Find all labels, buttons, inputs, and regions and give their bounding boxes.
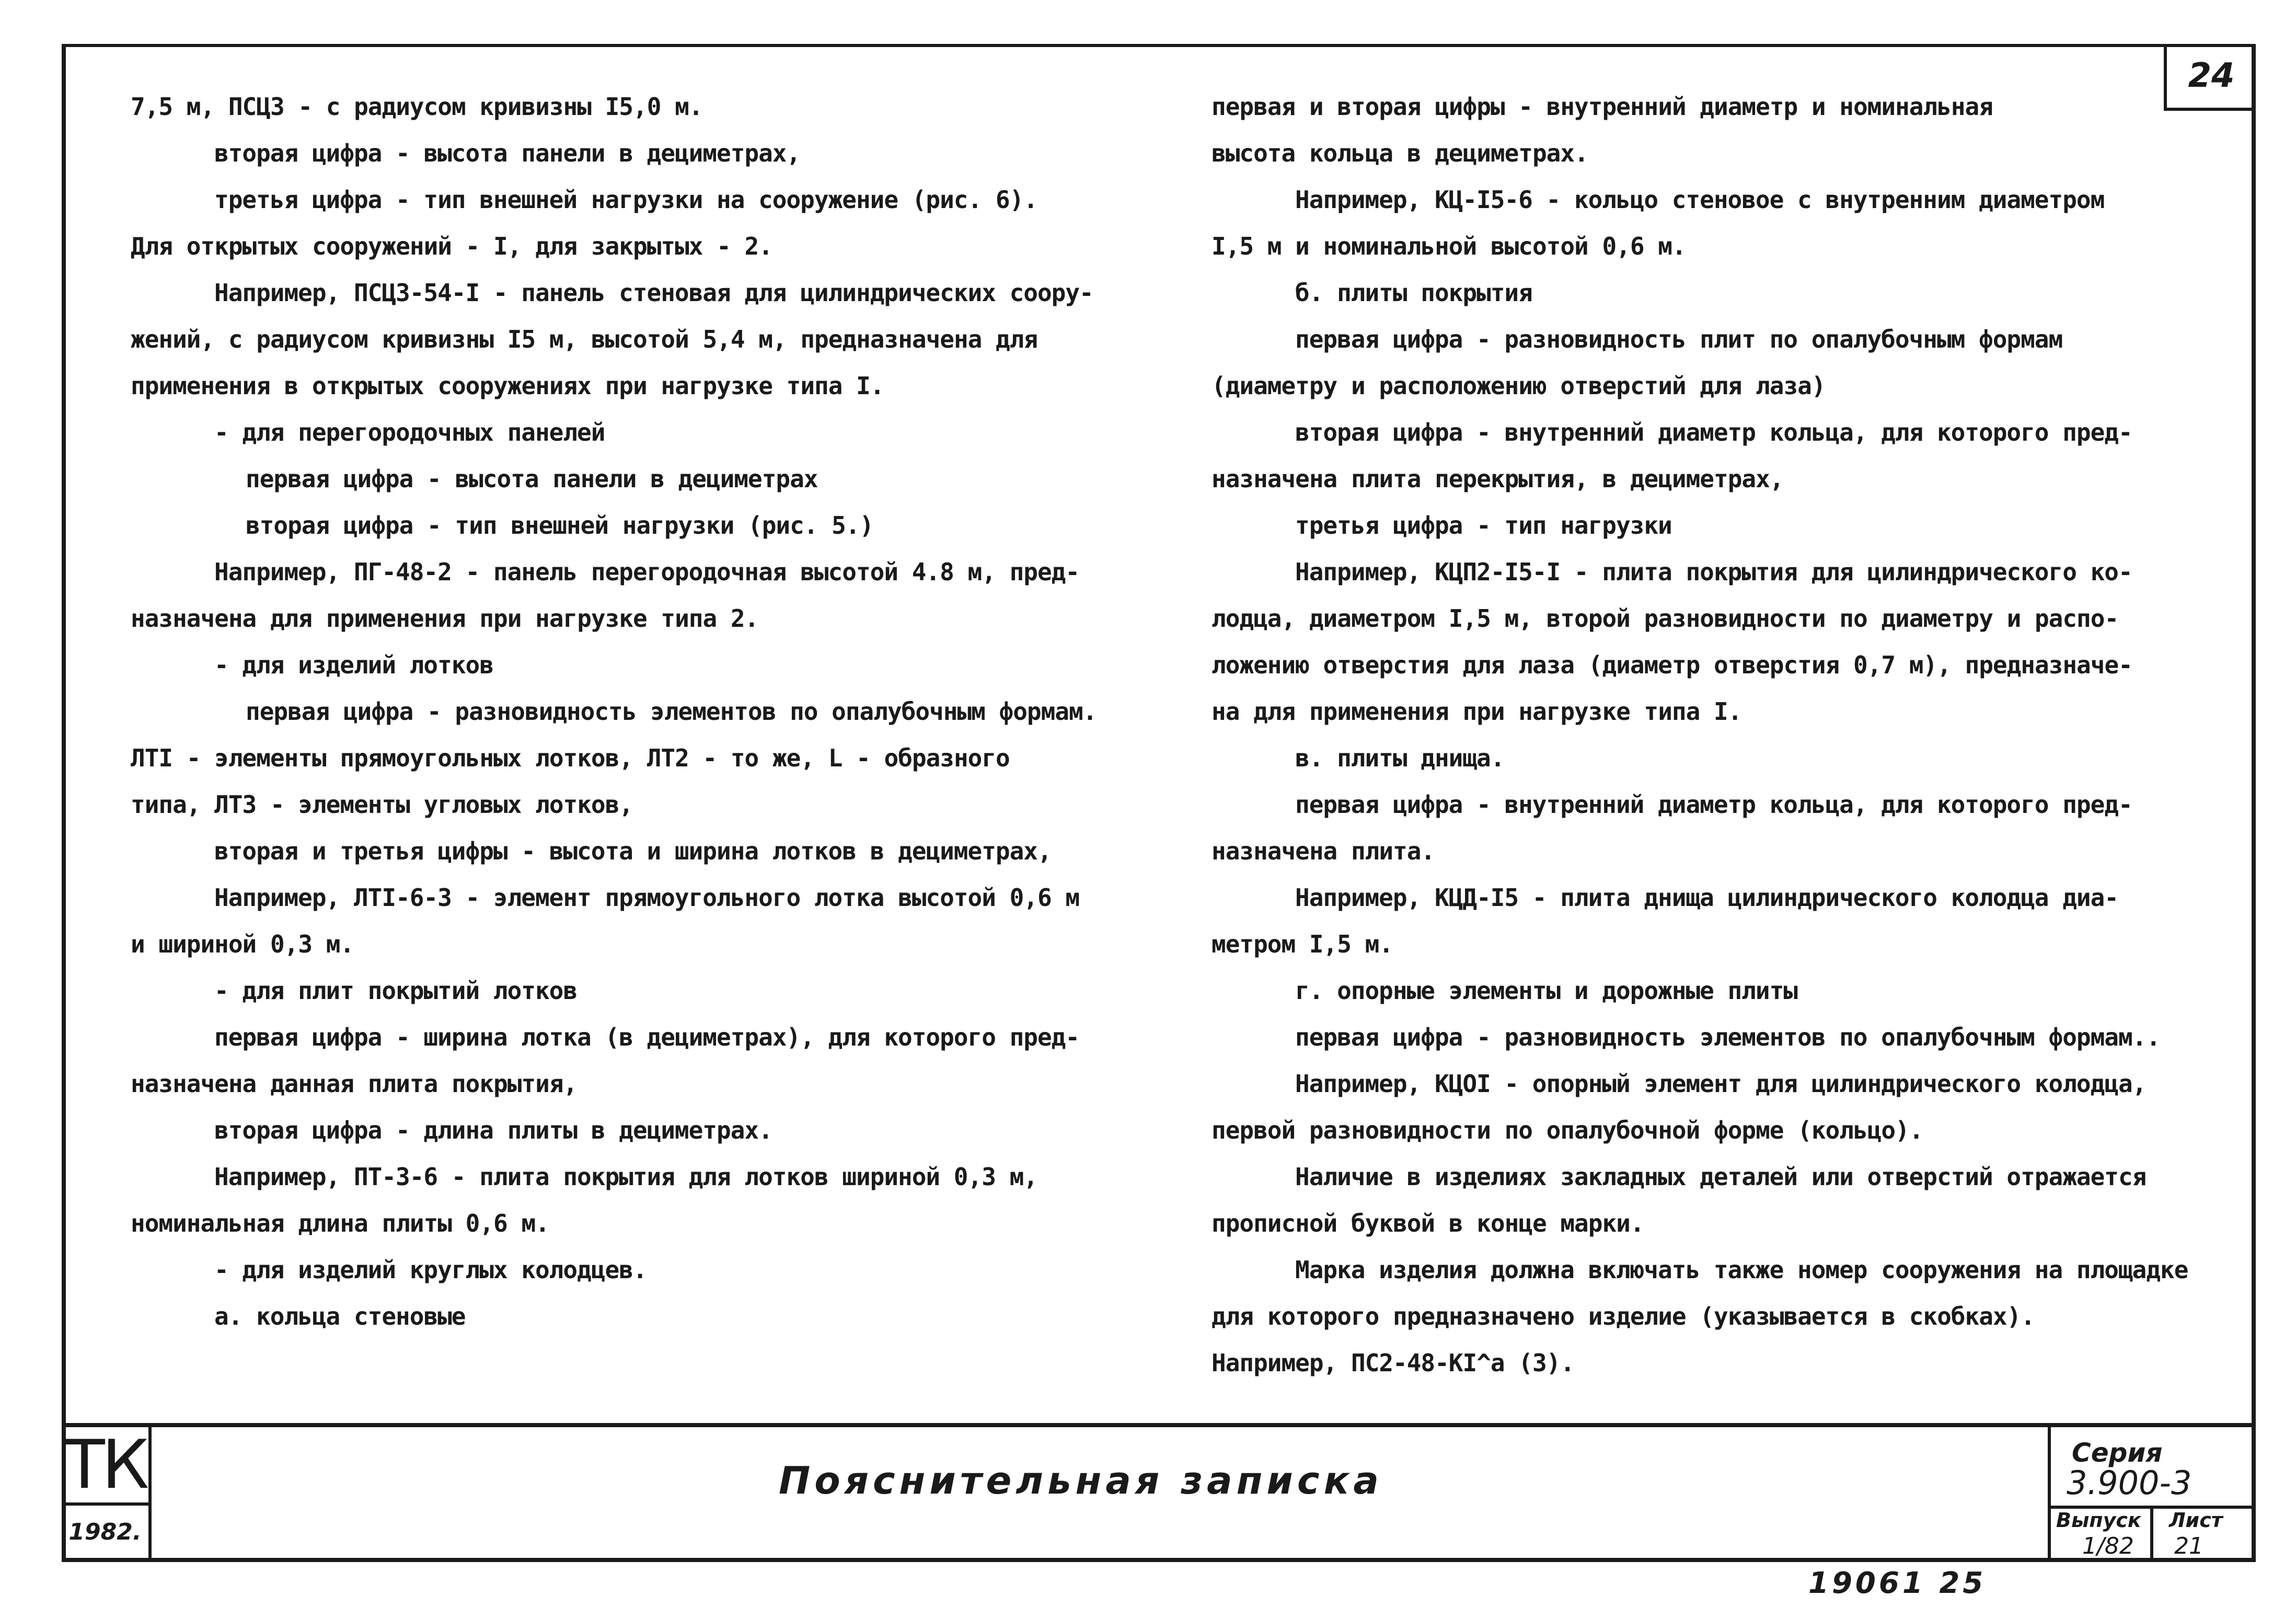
text-line: (диаметру и расположению отверстий для лаза): [1212, 372, 1826, 400]
text-line: третья цифра - тип внешней нагрузки на сооружение (рис. 6).: [214, 186, 1037, 214]
text-line: 7,5 м, ПСЦЗ - с радиусом кривизны I5,0 м.: [131, 93, 703, 121]
text-line: Наличие в изделиях закладных деталей или отверстий отражается: [1295, 1163, 2147, 1191]
text-line: прописной буквой в конце марки.: [1212, 1209, 1644, 1237]
text-line: Например, КЦОI - опорный элемент для цилиндрического колодца,: [1295, 1070, 2147, 1098]
text-line: Например, КЦП2-I5-I - плита покрытия для цилиндрического ко-: [1295, 558, 2132, 586]
issue-cell: [2051, 1509, 2153, 1558]
organization-cell: [62, 1427, 152, 1558]
text-line: Например, ПТ-3-6 - плита покрытия для лотков шириной 0,3 м,: [214, 1163, 1037, 1191]
text-line: Например, ПС2-48-КI^а (3).: [1212, 1349, 1575, 1377]
text-line: третья цифра - тип нагрузки: [1295, 511, 1672, 540]
text-line: вторая цифра - тип внешней нагрузки (рис. 5.): [246, 511, 874, 540]
text-line: - для изделий лотков: [214, 651, 493, 679]
document-title: Пояснительная записка: [778, 1459, 1383, 1502]
series-cell: [2048, 1427, 2256, 1558]
text-line: первая цифра - разновидность элементов по опалубочным формам.: [246, 697, 1097, 726]
text-line: б. плиты покрытия: [1295, 279, 1532, 307]
sheet-value: 21: [2174, 1533, 2203, 1559]
sheet-label: Лист: [2169, 1509, 2223, 1532]
text-line: Например, КЦ-I5-6 - кольцо стеновое с внутренним диаметром: [1295, 186, 2105, 214]
text-line: лодца, диаметром I,5 м, второй разновидности по диаметру и распо-: [1212, 604, 2119, 633]
text-line: Например, КЦД-I5 - плита днища цилиндрического колодца диа-: [1295, 883, 2118, 912]
sheet-bottom-border: [62, 1558, 2256, 1562]
text-line: г. опорные элементы и дорожные плиты: [1295, 977, 1797, 1005]
year-label: 1982.: [68, 1518, 142, 1545]
text-line: первая цифра - высота панели в дециметрах: [246, 465, 818, 493]
page-number: 24: [2164, 44, 2256, 111]
text-line: Марка изделия должна включать также номер сооружения на площадке: [1295, 1256, 2188, 1284]
text-line: первая цифра - ширина лотка (в дециметрах), для которого пред-: [214, 1023, 1080, 1051]
text-line: вторая цифра - внутренний диаметр кольца, для которого пред-: [1295, 418, 2132, 446]
text-line: Например, ЛТI-6-3 - элемент прямоугольного лотка высотой 0,6 м: [214, 883, 1080, 912]
text-line: метром I,5 м.: [1212, 930, 1393, 958]
text-line: ложению отверстия для лаза (диаметр отверстия 0,7 м), предназначе-: [1212, 651, 2132, 679]
text-line: на для применения при нагрузке типа I.: [1212, 697, 1742, 726]
sheet-cell: [2153, 1509, 2256, 1558]
text-line: первая цифра - разновидность плит по опалубочным формам: [1295, 325, 2063, 353]
text-line: - для перегородочных панелей: [214, 418, 605, 446]
text-line: первая и вторая цифры - внутренний диаметр и номинальная: [1212, 93, 1993, 121]
text-line: вторая цифра - длина плиты в дециметрах.: [214, 1116, 772, 1144]
text-line: - для изделий круглых колодцев.: [214, 1256, 647, 1284]
text-line: Для открытых сооружений - I, для закрытых - 2.: [131, 232, 772, 260]
archive-number: 19061 25: [1808, 1566, 1987, 1600]
text-line: назначена данная плита покрытия,: [131, 1070, 578, 1098]
text-line: назначена плита перекрытия, в дециметрах,: [1212, 465, 1784, 493]
issue-sheet-row: [2051, 1506, 2256, 1558]
text-line: Например, ПСЦЗ-54-I - панель стеновая для цилиндрических соору-: [214, 279, 1093, 307]
text-line: первой разновидности по опалубочной форме (кольцо).: [1212, 1116, 1923, 1144]
text-line: применения в открытых сооружениях при нагрузке типа I.: [131, 372, 884, 400]
issue-label: Выпуск: [2056, 1509, 2141, 1532]
right-text-column: [1212, 84, 2188, 1386]
text-line: назначена плита.: [1212, 837, 1435, 865]
text-line: назначена для применения при нагрузке типа 2.: [131, 604, 759, 633]
text-line: и шириной 0,3 м.: [131, 930, 354, 958]
text-line: номинальная длина плиты 0,6 м.: [131, 1209, 549, 1237]
series-value: 3.900-3: [2067, 1464, 2192, 1502]
series-label: Серия: [2072, 1438, 2163, 1468]
text-line: Например, ПГ-48-2 - панель перегородочная высотой 4.8 м, пред-: [214, 558, 1080, 586]
text-line: высота кольца в дециметрах.: [1212, 139, 1588, 167]
left-text-column: [131, 84, 1097, 1340]
text-line: вторая и третья цифры - высота и ширина лотков в дециметрах,: [214, 837, 1052, 865]
text-line: а. кольца стеновые: [214, 1302, 466, 1330]
text-line: - для плит покрытий лотков: [214, 977, 578, 1005]
text-line: I,5 м и номинальной высотой 0,6 м.: [1212, 232, 1686, 260]
organization-logo: ТК: [62, 1427, 148, 1506]
text-line: типа, ЛТЗ - элементы угловых лотков,: [131, 790, 633, 819]
text-line: первая цифра - разновидность элементов по опалубочным формам..: [1295, 1023, 2161, 1051]
text-line: ЛТI - элементы прямоугольных лотков, ЛТ2 - то же, L - образного: [131, 744, 1010, 772]
text-line: для которого предназначено изделие (указывается в скобках).: [1212, 1302, 2035, 1330]
title-block: [62, 1423, 2256, 1558]
text-line: вторая цифра - высота панели в дециметрах,: [214, 139, 801, 167]
issue-value: 1/82: [2082, 1533, 2134, 1559]
text-line: жений, с радиусом кривизны I5 м, высотой 5,4 м, предназначена для: [131, 325, 1038, 353]
text-line: первая цифра - внутренний диаметр кольца, для которого пред-: [1295, 790, 2132, 819]
text-line: в. плиты днища.: [1295, 744, 1505, 772]
